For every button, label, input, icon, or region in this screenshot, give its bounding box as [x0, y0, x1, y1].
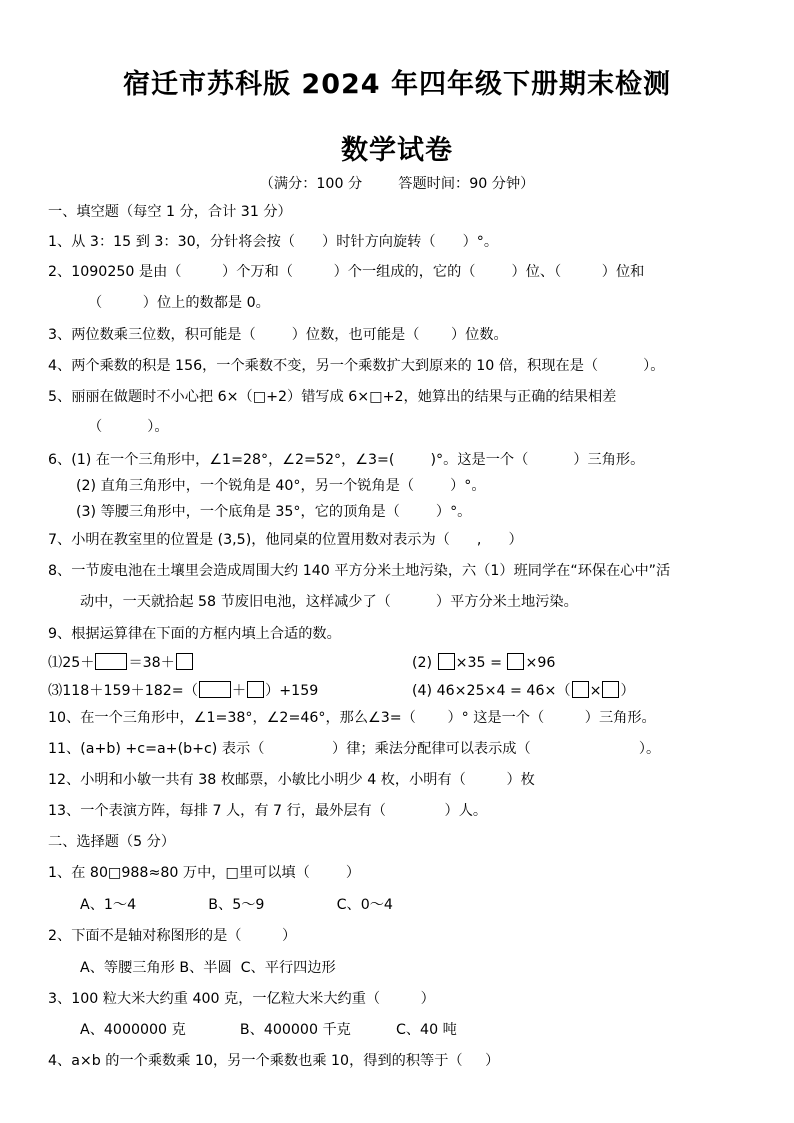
choice-2-options: A、等腰三角形 B、半圆 C、平行四边形 — [80, 960, 336, 976]
question-9: 9、根据运算律在下面的方框内填上合适的数。 — [48, 626, 341, 642]
choice-4: 4、a×b 的一个乘数乘 10，另一个乘数也乘 10，得到的积等于（ ） — [48, 1053, 500, 1069]
question-9-item-1: ⑴25＋ ＝38＋ — [48, 653, 194, 672]
answer-box[interactable] — [602, 681, 619, 698]
choice-1-options: A、1～4 B、5～9 C、0～4 — [80, 897, 393, 913]
question-1: 1、从 3：15 到 3：30，分针将会按（ ）时针方向旋转（ ）°。 — [48, 234, 499, 250]
answer-box[interactable] — [199, 681, 231, 698]
answer-box[interactable] — [507, 653, 524, 670]
choice-3: 3、100 粒大米大约重 400 克，一亿粒大米大约重（ ） — [48, 991, 435, 1007]
section-choice-heading: 二、选择题（5 分） — [48, 834, 176, 850]
question-4: 4、两个乘数的积是 156，一个乘数不变，另一个乘数扩大到原来的 10 倍，积现在是（ ）。 — [48, 358, 665, 374]
exam-info: （满分：100 分 答题时间：90 分钟） — [259, 176, 535, 192]
question-5-line-2: （ ）。 — [88, 419, 169, 435]
question-6-part-2: (2) 直角三角形中，一个锐角是 40°，另一个锐角是（ ）°。 — [76, 478, 486, 494]
answer-box[interactable] — [95, 653, 127, 670]
question-2-line-2: （ ）位上的数都是 0。 — [88, 295, 270, 311]
question-12: 12、小明和小敏一共有 38 枚邮票，小敏比小明少 4 枚，小明有（ ）枚 — [48, 772, 535, 788]
question-3: 3、两位数乘三位数，积可能是（ ）位数，也可能是（ ）位数。 — [48, 327, 508, 343]
question-9-item-2: (2) ×35 = ×96 — [412, 655, 556, 671]
choice-1: 1、在 80□988≈80 万中，□里可以填（ ） — [48, 865, 361, 881]
question-9-item-4: (4) 46×25×4 = 46×（ × ） — [412, 683, 635, 699]
question-6-part-3: (3) 等腰三角形中，一个底角是 35°，它的顶角是（ ）°。 — [76, 504, 472, 520]
exam-subtitle: 数学试卷 — [341, 135, 453, 166]
question-8-line-1: 8、一节废电池在土壤里会造成周围大约 140 平方分米土地污染，六（1）班同学在“环保在心中”活 — [48, 563, 671, 579]
choice-3-options: A、4000000 克 B、400000 千克 C、40 吨 — [80, 1022, 457, 1038]
question-7: 7、小明在教室里的位置是 (3,5)，他同桌的位置用数对表示为（ , ） — [48, 532, 523, 548]
answer-box[interactable] — [247, 681, 264, 698]
answer-box[interactable] — [572, 681, 589, 698]
question-2-line-1: 2、1090250 是由（ ）个万和（ ）个一组成的，它的（ ）位、（ ）位和 — [48, 264, 645, 280]
choice-2: 2、下面不是轴对称图形的是（ ） — [48, 928, 297, 944]
answer-box[interactable] — [176, 653, 193, 670]
answer-box[interactable] — [438, 653, 455, 670]
question-10: 10、在一个三角形中，∠1=38°，∠2=46°，那么∠3=（ ）° 这是一个（ ）三角形。 — [48, 710, 656, 726]
question-6-part-1: 6、(1) 在一个三角形中，∠1=28°，∠2=52°，∠3=( )°。这是一个（ ）三角形。 — [48, 452, 645, 468]
question-11: 11、(a+b) +c=a+(b+c) 表示（ ）律；乘法分配律可以表示成（ ）。 — [48, 741, 661, 757]
question-5-line-1: 5、丽丽在做题时不小心把 6×（□+2）错写成 6×□+2，她算出的结果与正确的结果相差 — [48, 389, 617, 405]
question-13: 13、一个表演方阵，每排 7 人，有 7 行，最外层有（ ）人。 — [48, 803, 488, 819]
section-fill-heading: 一、填空题（每空 1 分，合计 31 分） — [48, 204, 292, 220]
question-9-item-3: ⑶118＋159＋182=（ ＋ ）+159 — [48, 683, 319, 699]
question-8-line-2: 动中，一天就拾起 58 节废旧电池，这样减少了（ ）平方分米土地污染。 — [80, 594, 578, 610]
exam-title: 宿迁市苏科版 2024 年四年级下册期末检测 — [123, 69, 671, 100]
